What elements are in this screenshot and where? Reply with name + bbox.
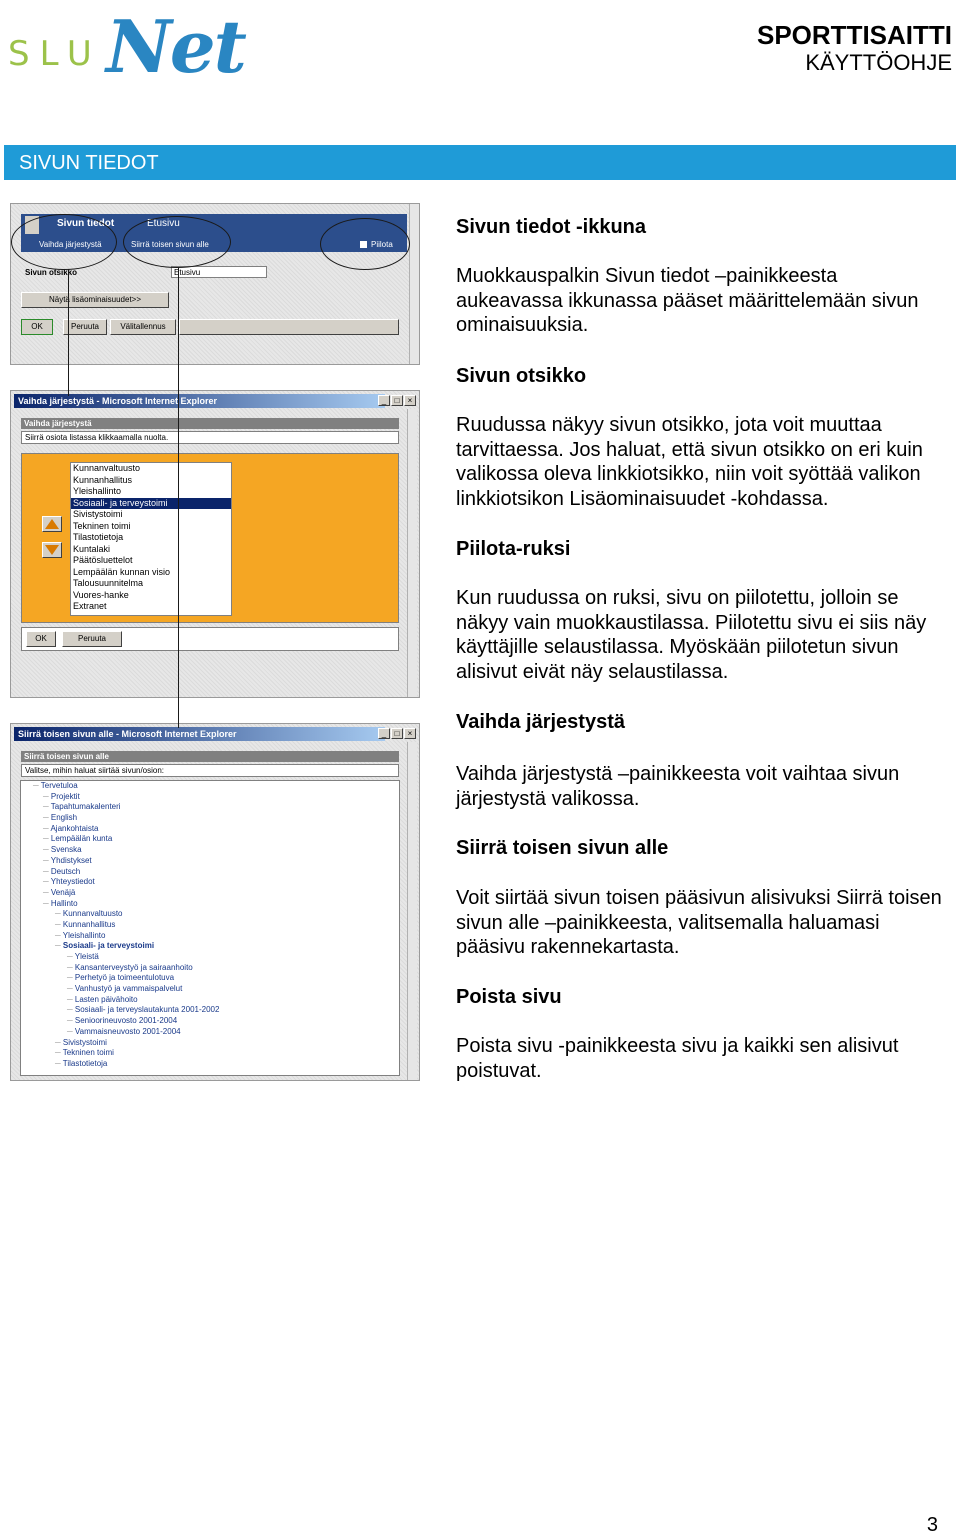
tree-node-label: Senioorineuvosto 2001-2004 (74, 1016, 178, 1026)
arrow-down-icon (43, 543, 61, 557)
heading-hide-checkbox: Piilota-ruksi (456, 538, 571, 560)
tree-connector-icon: ─ (55, 941, 63, 951)
tree-connector-icon: ─ (55, 909, 63, 919)
tree-connector-icon: ─ (43, 823, 51, 833)
window-title-bar: Vaihda järjestystä - Microsoft Internet Explorer (14, 394, 385, 408)
screenshot-change-order-window (10, 390, 420, 698)
title-input[interactable]: Etusivu (171, 266, 267, 278)
move-up-button[interactable] (42, 516, 62, 532)
tree-connector-icon: ─ (43, 845, 51, 855)
tree-node-label: Yhteystiedot (50, 877, 95, 887)
order-list-item[interactable]: Talousuunnitelma (73, 578, 144, 588)
callout-line-order (68, 270, 69, 396)
tree-connector-icon: ─ (43, 834, 51, 844)
tree-node-label: Lempäälän kunta (50, 834, 113, 844)
title-field-label: Sivun otsikko (25, 268, 78, 277)
tree-node-label: Yhdistykset (50, 855, 92, 865)
tree-node[interactable] (21, 984, 399, 995)
logo-slu-text: SLU (8, 34, 102, 74)
tree-node-label: English (50, 813, 78, 823)
tree-connector-icon: ─ (43, 877, 51, 887)
tree-node-label: Venäjä (50, 887, 76, 897)
tree-node-label: Kunnanvaltuusto (62, 909, 123, 919)
page-number: 3 (926, 1514, 938, 1536)
tree-node[interactable] (21, 802, 399, 813)
tree-node[interactable] (21, 1038, 399, 1049)
text-page-title: Ruudussa näkyy sivun otsikko, jota voit muuttaa tarvittaessa. Jos haluat, että sivun otsikko on eri kuin valikossa oleva linkkiotsikko, niin voit syöttää valikon linkkiotsikon Lisäominaisuudet -kohdassa. (456, 414, 923, 511)
arrow-up-icon (43, 517, 61, 531)
tree-connector-icon: ─ (55, 1058, 63, 1068)
tree-node[interactable] (21, 973, 399, 984)
document-subtitle: KÄYTTÖOHJE (805, 50, 952, 75)
tree-node-label: Hallinto (50, 898, 78, 908)
tree-node-label: Yleishallinto (62, 930, 106, 940)
heading-page-info-window: Sivun tiedot -ikkuna (456, 216, 647, 238)
maximize-icon[interactable]: □ (391, 395, 403, 406)
tree-node[interactable] (21, 845, 399, 856)
close-icon[interactable]: × (404, 728, 416, 739)
cancel-button[interactable]: Peruuta (63, 319, 107, 335)
minimize-icon[interactable]: _ (378, 395, 390, 406)
tree-node[interactable] (21, 834, 399, 845)
tree-connector-icon: ─ (67, 994, 75, 1004)
logo-net-text: Net (106, 4, 245, 89)
tree-node-label: Deutsch (50, 866, 81, 876)
section-banner-title: SIVUN TIEDOT (19, 152, 159, 174)
tree-node[interactable] (21, 899, 399, 910)
callout-circle-hide (320, 218, 410, 270)
tree-connector-icon: ─ (67, 973, 75, 983)
dialog-heading: Siirrä toisen sivun alle (21, 751, 399, 762)
minimize-icon[interactable]: _ (378, 728, 390, 739)
heading-change-order: Vaihda järjestystä (456, 711, 625, 733)
order-list-item[interactable]: Tilastotietoja (73, 532, 124, 542)
tree-node-label: Lasten päivähoito (74, 994, 138, 1004)
tree-node-label: Yleistä (74, 952, 99, 961)
button-row-filler (179, 319, 399, 335)
order-list-item[interactable]: Vuores-hanke (73, 589, 129, 600)
order-list-item[interactable]: Lempäälän kunnan visio (73, 566, 171, 577)
tab-page-info[interactable]: Sivun tiedot (57, 218, 115, 229)
order-list-item[interactable]: Päätösluettelot (73, 555, 133, 565)
tree-node[interactable] (21, 995, 399, 1006)
more-properties-button[interactable]: Näytä lisäominaisuudet>> (21, 292, 169, 308)
scrollbar[interactable] (409, 204, 419, 364)
order-panel (21, 453, 399, 623)
tree-node-label: Vanhustyö ja vammaispalvelut (74, 984, 183, 994)
tree-node-label: Sosiaali- ja terveystoimi (62, 941, 155, 951)
order-list-item[interactable]: Kuntalaki (73, 543, 111, 554)
tree-node[interactable] (21, 1005, 399, 1016)
move-down-button[interactable] (42, 542, 62, 558)
tree-node[interactable] (21, 781, 399, 792)
tree-connector-icon: ─ (67, 952, 75, 961)
tree-node-label: Tapahtumakalenteri (50, 802, 121, 812)
maximize-icon[interactable]: □ (391, 728, 403, 739)
tree-node-label: Projektit (50, 791, 80, 801)
tree-connector-icon: ─ (67, 1005, 75, 1015)
order-list-item[interactable]: Kunnanhallitus (73, 474, 133, 485)
tree-connector-icon: ─ (43, 887, 51, 897)
tree-node-label: Kunnanhallitus (62, 919, 116, 929)
text-hide-checkbox: Kun ruudussa on ruksi, sivu on piilotettu, jolloin se näkyy vain muokkaustilassa. Piilotettu sivu ei siis näy käyttäjille selaustilassa. Myöskään piilotetun sivun alisivut eivät näy selaustilassa. (456, 587, 927, 684)
callout-circle-order (11, 214, 117, 270)
scrollbar[interactable] (407, 742, 417, 1080)
tree-node[interactable] (21, 920, 399, 931)
tree-connector-icon: ─ (55, 1037, 63, 1047)
text-move-page: Voit siirtää sivun toisen pääsivun alisivuksi Siirrä toisen sivun alle –painikkeesta, valitsemalla haluamasi pääsivu rakennekartasta. (456, 887, 942, 959)
window-title-bar: Siirrä toisen sivun alle - Microsoft Internet Explorer (14, 727, 385, 741)
order-button-row (21, 627, 399, 651)
tree-connector-icon: ─ (55, 919, 63, 929)
tree-connector-icon: ─ (43, 802, 51, 812)
order-list-item[interactable]: Tekninen toimi (73, 520, 131, 531)
change-order-button[interactable]: Vaihda järjestystä (39, 240, 102, 249)
heading-page-title: Sivun otsikko (456, 365, 587, 387)
order-list-item[interactable]: Sosiaali- ja terveystoimi (71, 498, 231, 510)
tree-node[interactable] (21, 792, 399, 803)
dialog-instruction: Valitse, mihin haluat siirtää sivun/osion: (21, 764, 399, 777)
close-icon[interactable]: × (404, 395, 416, 406)
tree-node[interactable] (21, 824, 399, 835)
tree-node[interactable] (21, 952, 399, 963)
tree-node-label: Tekninen toimi (62, 1048, 114, 1058)
tree-node[interactable] (21, 813, 399, 824)
tree-connector-icon: ─ (43, 898, 51, 908)
tree-node[interactable] (21, 909, 399, 920)
tree-node-label: Svenska (50, 845, 82, 855)
tree-connector-icon: ─ (43, 866, 51, 876)
hide-label: Piilota (371, 240, 393, 249)
heading-move-page: Siirrä toisen sivun alle (456, 837, 669, 859)
tree-connector-icon: ─ (43, 791, 51, 801)
tree-node[interactable] (21, 1027, 399, 1038)
order-cancel-button[interactable]: Peruuta (62, 631, 122, 647)
tab-home[interactable]: Etusivu (147, 218, 180, 229)
tree-connector-icon: ─ (43, 855, 51, 865)
order-list-item[interactable]: Extranet (73, 601, 107, 611)
tree-node-label: Kansanterveystyö ja sairaanhoito (74, 962, 193, 972)
scrollbar[interactable] (407, 409, 417, 697)
tree-connector-icon: ─ (67, 984, 75, 994)
tree-node-label: Perhetyö ja toimeentulotuva (74, 973, 175, 983)
slunet-logo (6, 4, 256, 96)
tree-node[interactable] (21, 888, 399, 899)
tree-node[interactable] (21, 1059, 399, 1070)
section-banner (4, 145, 956, 180)
site-structure-tree[interactable] (20, 780, 400, 1076)
tree-connector-icon: ─ (67, 1026, 75, 1036)
order-list-item[interactable]: Sivistystoimi (73, 509, 123, 519)
text-page-info-window: Muokkauspalkin Sivun tiedot –painikkeesta aukeavassa ikkunassa pääset määrittelemään sivun ominaisuuksia. (456, 265, 919, 337)
tree-connector-icon: ─ (55, 1048, 63, 1058)
tree-connector-icon: ─ (67, 1016, 75, 1026)
save-draft-button[interactable]: Välitallennus (110, 319, 176, 335)
order-listbox[interactable] (70, 462, 232, 616)
tree-node[interactable] (21, 1016, 399, 1027)
dialog-instruction: Siirrä osiota listassa klikkaamalla nuolta. (21, 431, 399, 444)
tree-connector-icon: ─ (33, 781, 41, 790)
tree-node[interactable] (21, 867, 399, 878)
order-ok-button[interactable]: OK (26, 631, 56, 647)
order-list-item[interactable]: Kunnanvaltuusto (73, 463, 141, 473)
tree-node[interactable] (21, 877, 399, 888)
text-change-order: Vaihda järjestystä –painikkeesta voit vaihtaa sivun järjestystä valikossa. (456, 763, 900, 810)
tree-connector-icon: ─ (67, 962, 75, 972)
tree-node-label: Tervetuloa (40, 781, 78, 790)
tree-node[interactable] (21, 963, 399, 974)
order-list-item[interactable]: Yleishallinto (73, 486, 122, 496)
tree-node-label: Sivistystoimi (62, 1037, 107, 1047)
heading-delete-page: Poista sivu (456, 986, 562, 1008)
tree-connector-icon: ─ (43, 813, 51, 823)
text-delete-page: Poista sivu -painikkeesta sivu ja kaikki sen alisivut poistuvat. (456, 1035, 899, 1082)
tree-node-label: Tilastotietoja (62, 1058, 108, 1068)
tree-node-label: Sosiaali- ja terveyslautakunta 2001-2002 (74, 1005, 220, 1015)
callout-line-move (178, 268, 179, 728)
tree-node[interactable] (21, 931, 399, 942)
tree-node[interactable] (21, 856, 399, 867)
document-title: SPORTTISAITTI (757, 20, 952, 50)
tree-node[interactable] (21, 941, 399, 952)
callout-circle-move (123, 216, 231, 268)
tree-node-label: Vammaisneuvosto 2001-2004 (74, 1026, 181, 1036)
move-under-button[interactable]: Siirrä toisen sivun alle (131, 240, 209, 249)
ok-button[interactable]: OK (21, 319, 53, 335)
tree-connector-icon: ─ (55, 930, 63, 940)
tree-node-label: Ajankohtaista (50, 823, 99, 833)
dialog-heading: Vaihda järjestystä (21, 418, 399, 429)
tree-node[interactable] (21, 1048, 399, 1059)
document-header (757, 20, 952, 76)
